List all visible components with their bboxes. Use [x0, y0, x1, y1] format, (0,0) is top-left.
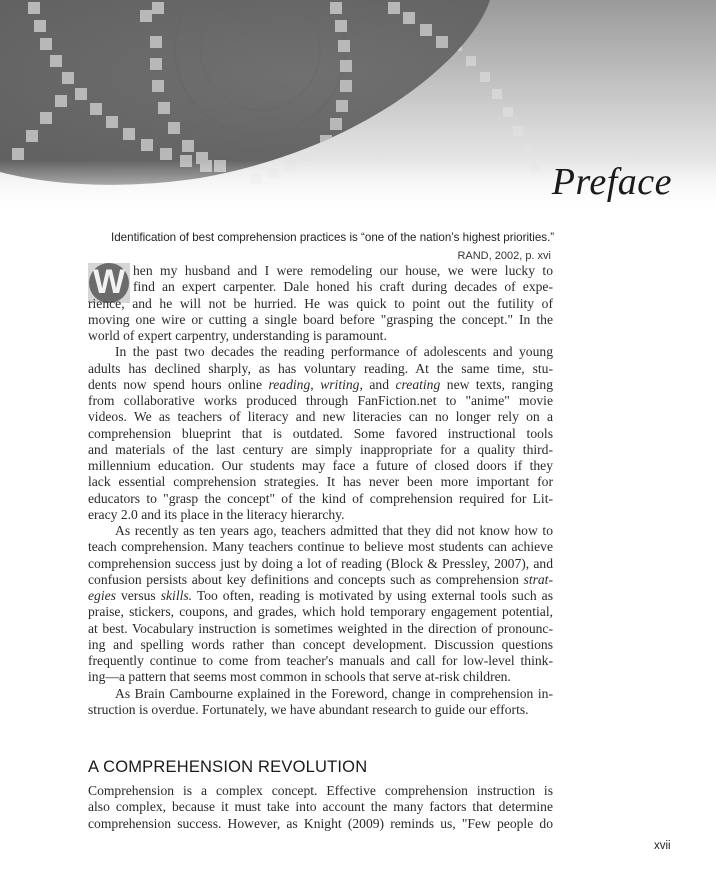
paragraph-2-line: videos. We as teachers of literacy and new literacies can no longer rely on a [88, 409, 553, 425]
paragraph-4-line: struction is overdue. Fortunately, we have abundant research to guide our efforts. [88, 701, 529, 717]
section-heading: A COMPREHENSION REVOLUTION [88, 758, 368, 776]
paragraph-3-line: confusion persists about key definitions and concepts such as comprehension strat- [88, 571, 553, 587]
paragraph-1-line: find an expert carpenter. Dale honed his craft during decades of expe- [133, 279, 553, 295]
section-paragraph-line: comprehension success. However, as Knight (2009) reminds us, "Few people do [88, 815, 553, 831]
paragraph-3-line: praise, stickers, coupons, and grades, which hold temporary engagement potential, [88, 604, 553, 620]
paragraph-2-line: from collaborative works produced through FanFiction.net to "anime" movie [88, 393, 553, 408]
section-paragraph [88, 783, 553, 832]
paragraph-3-line: frequently continue to come from teacher's manuals and call for low-level think- [88, 653, 553, 668]
italic-term: strat- [523, 571, 553, 587]
paragraph-1-line: rience, and he will not be hurried. He was quick to point out the futility of [88, 295, 553, 311]
paragraph-1-line: moving one wire or cutting a single board before "grasping the concept." In the [88, 311, 553, 327]
body-text [88, 263, 553, 718]
section-paragraph-line: Comprehension is a complex concept. Effective comprehension instruction is [88, 783, 553, 798]
epigraph-source: RAND, 2002, p. xvi [457, 250, 551, 262]
paragraph-2-line: eracy 2.0 and its place in the literacy hierarchy. [88, 506, 345, 522]
paragraph-2-line: In the past two decades the reading performance of adolescents and young [115, 344, 553, 360]
italic-term: creating [395, 376, 441, 392]
paragraph-3-line: ing and spelling words rather than concept development. Discussion questions [88, 636, 553, 652]
paragraph-3-line: teach comprehension. Many teachers continue to believe most students can achieve [88, 539, 553, 555]
paragraph-3-line: comprehension success just by doing a lot of reading (Block & Pressley, 2007), and [88, 555, 553, 571]
paragraph-3-line: at best. Vocabulary instruction is sometimes weighted in the direction of pronounc- [88, 620, 553, 636]
paragraph-2-line: lack essential comprehension strategies. It has never been more important for [88, 474, 553, 490]
paragraph-2-line: educators to "grasp the concept" of the kind of comprehension required for Lit- [88, 490, 553, 506]
paragraph-2-line: adults has declined sharply, as has voluntary reading. At the same time, stu- [88, 360, 553, 376]
paragraph-1-line: world of expert carpentry, understanding is paramount. [88, 328, 387, 343]
paragraph-3-line: As recently as ten years ago, teachers admitted that they did not know how to [115, 523, 553, 538]
italic-term: writing [320, 376, 360, 392]
page-number: xvii [654, 840, 671, 852]
paragraph-2-line: millennium education. Our students may face a future of closed doors if they [88, 458, 553, 473]
paragraph-3-line: ing—a pattern that seems most common in schools that serve at-risk children. [88, 669, 511, 685]
drop-cap-letter: W [92, 263, 126, 301]
italic-term: egies [88, 588, 116, 603]
epigraph-quote: Identification of best comprehension practices is “one of the nation’s highest priorities.” [111, 231, 555, 244]
section-paragraph-line: also complex, because it must take into account the many factors that determine [88, 799, 553, 815]
paragraph-2-line: dents now spend hours online reading, writing, and creating new texts, ranging [88, 376, 554, 392]
italic-term: reading [268, 376, 311, 392]
chapter-title: Preface [551, 161, 672, 203]
paragraph-2-line: comprehension blueprint that is outdated. Some favored instructional tools [88, 425, 553, 441]
paragraph-3-line: egies versus skills. Too often, reading is motivated by using external tools such as [88, 588, 553, 603]
paragraph-2-line: and materials of the last century are simply inappropriate for a quality third- [88, 441, 553, 457]
paragraph-4-line: As Brain Cambourne explained in the Foreword, change in comprehension in- [115, 685, 553, 701]
paragraph-1-line: hen my husband and I were remodeling our house, we were lucky to [133, 263, 553, 278]
italic-term: skills. [160, 588, 193, 603]
